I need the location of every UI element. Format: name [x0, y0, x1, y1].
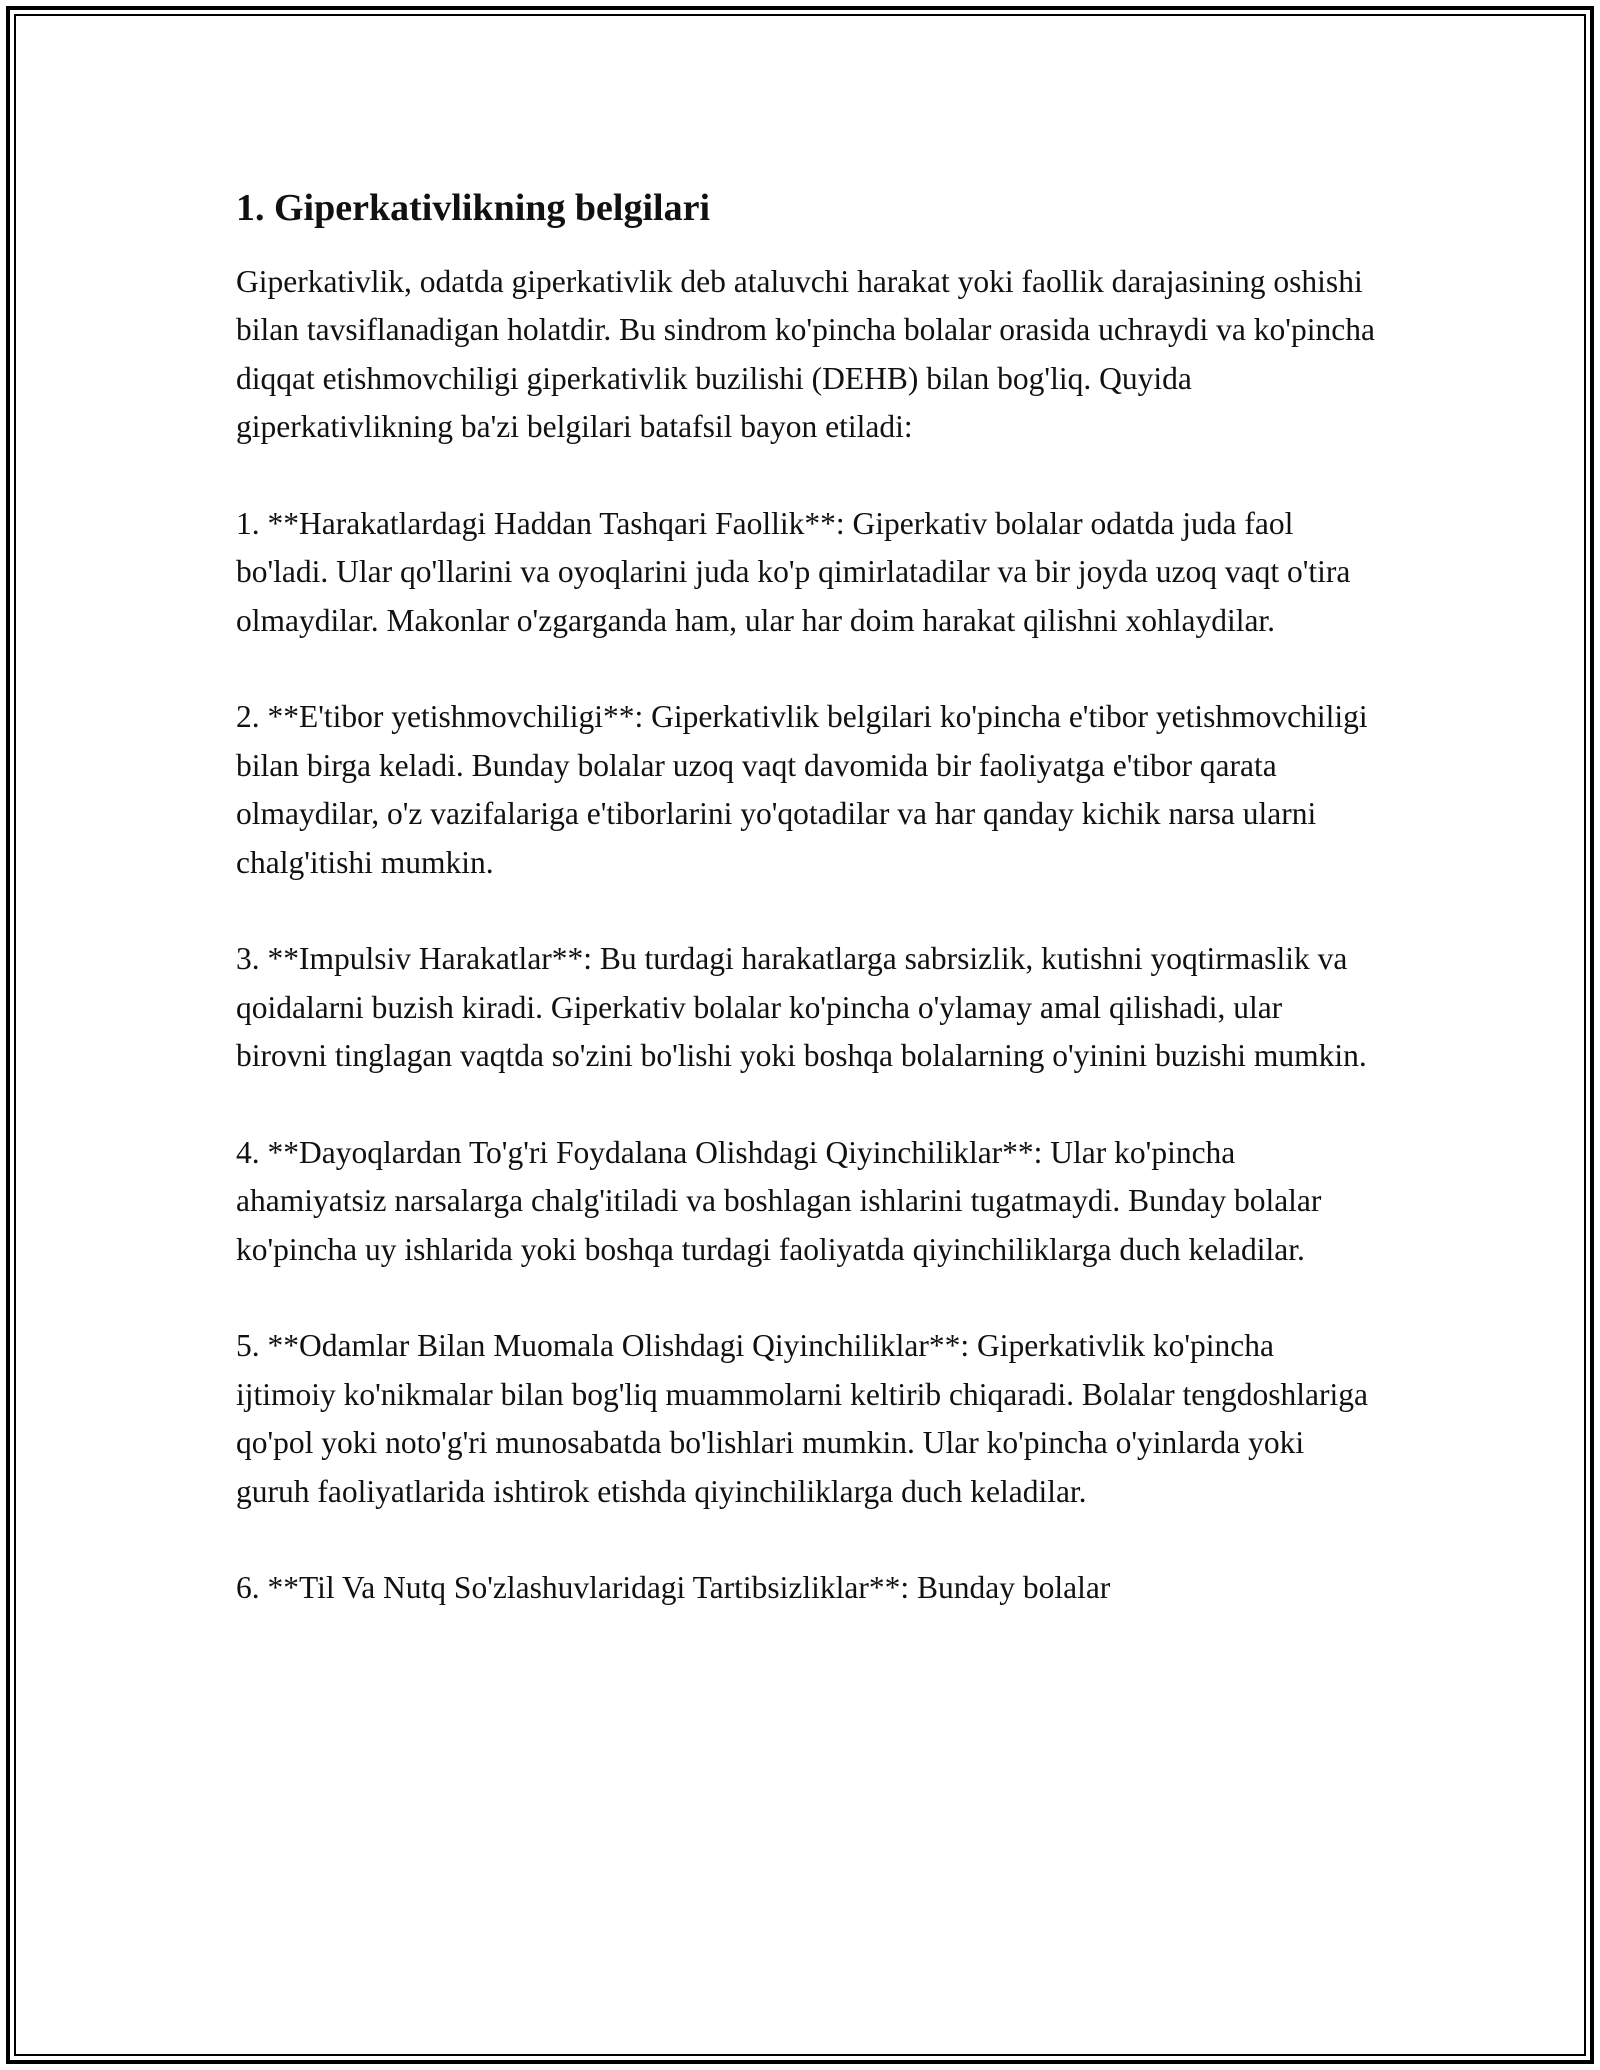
section-heading: 1. Giperkativlikning belgilari [236, 187, 710, 229]
list-item-1: 1. **Harakatlardagi Haddan Tashqari Faollik**: Giperkativ bolalar odatda juda faol bo'ladi. Ular qo'llarini va oyoqlarini juda ko'p qimirlatadilar va bir joyda uzoq vaqt o'tira olmaydilar. Makonlar o'zgarganda ham, ular har doim harakat qilishni xohlaydilar. [236, 505, 1351, 638]
intro-paragraph: Giperkativlik, odatda giperkativlik deb ataluvchi harakat yoki faollik darajasining oshishi bilan tavsiflanadigan holatdir. Bu sindrom ko'pincha bolalar orasida uchraydi va ko'pincha diqqat etishmovchiligi giperkativlik buzilishi (DEHB) bilan bog'liq. Quyida giperkativlikning ba'zi belgilari batafsil bayon etiladi: [236, 263, 1375, 445]
list-item-3: 3. **Impulsiv Harakatlar**: Bu turdagi harakatlarga sabrsizlik, kutishni yoqtirmaslik va qoidalarni buzish kiradi. Giperkativ bolalar ko'pincha o'ylamay amal qilishadi, ular birovni tinglagan vaqtda so'zini bo'lishi yoki boshqa bolalarning o'yinini buzishi mumkin. [236, 941, 1367, 1074]
list-item-4: 4. **Dayoqlardan To'g'ri Foydalana Olishdagi Qiyinchiliklar**: Ular ko'pincha ahamiyatsiz narsalarga chalg'itiladi va boshlagan ishlarini tugatmaydi. Bunday bolalar ko'pincha uy ishlarida yoki boshqa turdagi faoliyatda qiyinchiliklarga duch keladilar. [236, 1134, 1322, 1267]
list-item-5: 5. **Odamlar Bilan Muomala Olishdagi Qiyinchiliklar**: Giperkativlik ko'pincha ijtimoiy ko'nikmalar bilan bog'liq muammolarni keltirib chiqaradi. Bolalar tengdoshlariga qo'pol yoki noto'g'ri munosabatda bo'lishlari mumkin. Ular ko'pincha o'yinlarda yoki guruh faoliyatlarida ishtirok etishda qiyinchiliklarga duch keladilar. [236, 1328, 1368, 1509]
document-body [236, 186, 1376, 1661]
list-item-6: 6. **Til Va Nutq So'zlashuvlaridagi Tartibsizliklar**: Bunday bolalar [236, 1570, 1111, 1606]
list-item-2: 2. **E'tibor yetishmovchiligi**: Giperkativlik belgilari ko'pincha e'tibor yetishmovchiligi bilan birga keladi. Bunday bolalar uzoq vaqt davomida bir faoliyatga e'tibor qarata olmaydilar, o'z vazifalariga e'tiborlarini yo'qotadilar va har qanday kichik narsa ularni chalg'itishi mumkin. [236, 699, 1368, 880]
